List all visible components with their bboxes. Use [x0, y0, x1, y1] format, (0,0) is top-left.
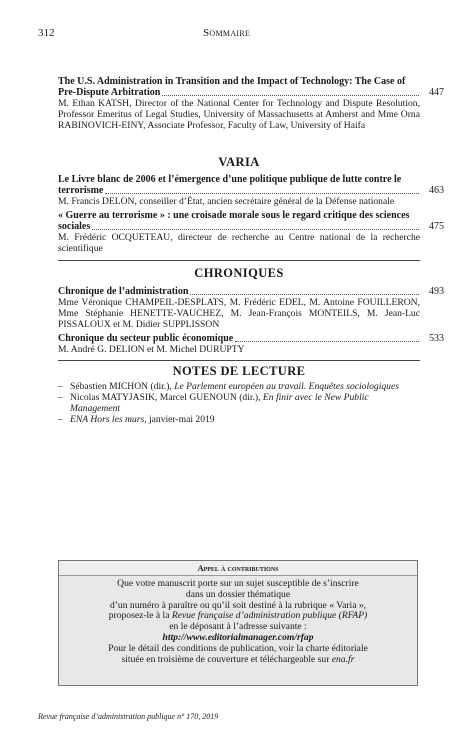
ena-link[interactable]: ena.fr [331, 653, 355, 665]
section-heading-notes: NOTES DE LECTURE [172, 364, 306, 378]
section-heading-chroniques: CHRONIQUES [194, 266, 284, 280]
page-ref: 463 [429, 185, 444, 196]
entry-title-last-line: Chronique de l’administration [58, 286, 420, 297]
entry-authors: M. Ethan KATSH, Director of the National Center for Technology and Dispute Resolution, Professor Emeritus of Legal Studies, University of Massachusetts at Amherst and Mme Orna RABINOVICH-EINY, Associate Professor, Faculty of Law, University of Haifa [58, 98, 420, 131]
section-rule [58, 260, 420, 261]
toc-entry [58, 174, 420, 207]
entry-title: Le Livre blanc de 2006 et l’émergence d’une politique publique de lutte contre le [58, 174, 402, 185]
entry-title-last-line: Chronique du secteur public économique [58, 333, 420, 344]
submission-link[interactable]: http://www.editorialmanager.com/rfap [162, 631, 314, 643]
journal-footer: Revue française d’administration publique n° 170, 2019 [38, 712, 219, 721]
list-item: – Sébastien MICHON (dir.), Le Parlement européen au travail. Enquêtes sociologiques [58, 381, 399, 392]
entry-title: The U.S. Administration in Transition and the Impact of Technology: The Case of [58, 76, 406, 87]
toc-entry [58, 76, 420, 131]
page-ref: 447 [429, 87, 444, 98]
entry-title-last-line: sociales [58, 221, 420, 232]
toc-entry [58, 210, 420, 254]
section-heading-varia: VARIA [218, 155, 260, 169]
page-ref: 475 [429, 221, 444, 232]
toc-entry [58, 333, 420, 355]
page-ref: 533 [429, 333, 444, 344]
entry-title-last-line: terrorisme [58, 185, 420, 196]
entry-authors: Mme Véronique CHAMPEIL-DESPLATS, M. Frédéric EDEL, M. Antoine FOUILLERON, Mme Stéphanie HENETTE-VAUCHEZ, M. Jean-François MONTEILS, M. Jean-Luc PISSALOUX et M. Didier SUPPLISSON [58, 297, 420, 330]
call-for-papers-heading: Appel à contributions [59, 561, 417, 576]
toc-entry [58, 286, 420, 330]
running-title: Sommaire [203, 27, 251, 39]
call-for-papers-box [58, 560, 418, 686]
entry-authors: M. Francis DELON, conseiller d’État, ancien secrétaire général de la Défense nationale [58, 196, 395, 207]
entry-authors: M. Frédéric OCQUETEAU, directeur de recherche au Centre national de la recherche scientifique [58, 232, 420, 254]
notes-list [58, 381, 420, 425]
entry-title: « Guerre au terrorisme » : une croisade morale sous le regard critique des sciences [58, 210, 410, 221]
list-item: – ENA Hors les murs, janvier-mai 2019 [58, 414, 215, 425]
list-item: – Nicolas MATYJASIK, Marcel GUENOUN (dir.), En finir avec le New Public Management [58, 392, 369, 414]
section-rule [58, 360, 420, 361]
page-ref: 493 [429, 286, 444, 297]
entry-authors: M. André G. DELION et M. Michel DURUPTY [58, 344, 245, 355]
page-number: 312 [38, 27, 55, 39]
entry-title-last-line: Pre-Dispute Arbitration [58, 87, 420, 98]
call-for-papers-text: Que votre manuscrit porte sur un sujet susceptible de s’inscrire dans un dossier thématique d’un numéro à paraître ou qu’il soit destiné à la rubrique « Varia », proposez-le à la Revue française d’administration publique (RFAP) en le déposant à l’adresse suivante : http://www.editorialmanager.com/rfap Pour le détail des conditions de publication, voir la charte éditoriale située en troisième de couverture et téléchargeable sur ena.fr [108, 578, 368, 665]
